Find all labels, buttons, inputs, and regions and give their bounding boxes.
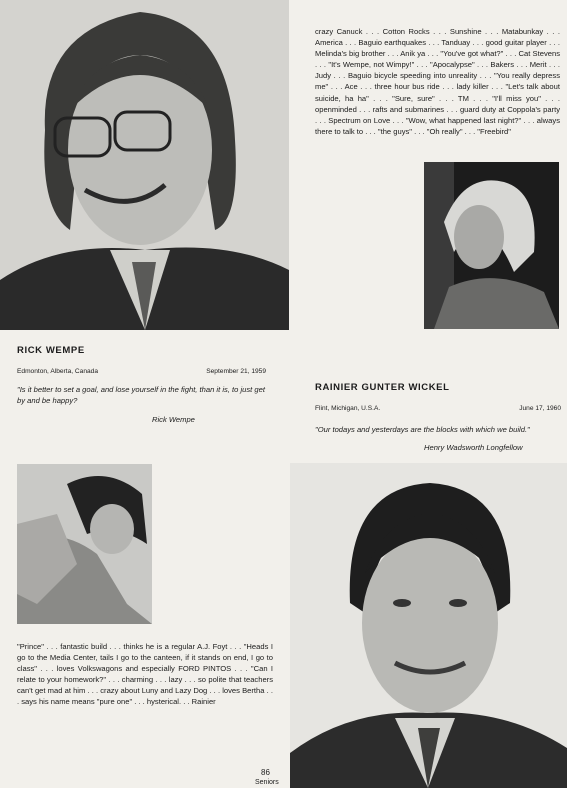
section-label: Seniors [255, 779, 279, 786]
rick-wempe-details [17, 368, 266, 375]
rainier-wickel-blurb: "Prince" . . . fantastic build . . . thinks he is a regular A.J. Foyt . . . "Heads I go to the Media Center, tails I go to the canteen, if it stands on end, I go to class" . . . loves Volkswagons and especially FORD PINTOS . . . "Can I relate to your homework?" . . . charming . . . lazy . . . so polite that teachers can't get mad at him . . . crazy about Luny and Lazy Dog . . . loves Bertha . . . says his name means "pure one" . . . hysterical. . . Rainier [17, 642, 273, 707]
rainier-wickel-portrait [290, 463, 567, 788]
rick-wempe-candid-photo [424, 162, 559, 329]
rick-wempe-quote-author: Rick Wempe [152, 415, 195, 424]
rainier-wickel-quote: "Our todays and yesterdays are the blocks with which we build." [315, 425, 530, 434]
rick-wempe-blurb: crazy Canuck . . . Cotton Rocks . . . Sunshine . . . Matabunkay . . . America . . . Baguio earthquakes . . . Tanduay . . . good guitar player . . . Melinda's big brother . . . Anik ya . . . "You've got what?" . . . Cat Stevens . . . "It's Wempe, not Wimpy!" . . . "Apocalypse" . . . Bakers . . . Merit . . . Judy . . . Baguio bicycle speeding into unreality . . . "You really depress me" . . . Ace . . . three hour bus ride . . . lady killer . . . "Let's talk about suicide, ha ha" . . . "Sure, sure" . . . TM . . . "I'll miss you" . . . openminded . . . rafts and submarines . . . guard duty at Coppola's party . . . Spectrum on Love . . . "Wow, what happened last night?" . . . always there to talk to . . . "the guys" . . . "Oh really" . . . "Freebird" [315, 27, 560, 136]
rainier-wickel-name: RAINIER GUNTER WICKEL [315, 382, 450, 393]
page-number: 86 [261, 768, 270, 777]
rainier-wickel-hometown: Flint, Michigan, U.S.A. [315, 405, 381, 412]
rick-wempe-portrait [0, 0, 289, 330]
rick-wempe-birthdate: September 21, 1959 [206, 368, 266, 375]
rainier-wickel-candid-photo [17, 464, 152, 624]
rainier-wickel-quote-author: Henry Wadsworth Longfellow [424, 443, 523, 452]
rick-wempe-hometown: Edmonton, Alberta, Canada [17, 368, 99, 375]
rainier-wickel-birthdate: June 17, 1960 [519, 405, 561, 412]
rick-wempe-name: RICK WEMPE [17, 345, 85, 356]
rainier-wickel-details [315, 405, 561, 412]
rick-wempe-quote: "Is it better to set a goal, and lose yourself in the fight, than it is, to just get by and be happy? [17, 385, 265, 405]
